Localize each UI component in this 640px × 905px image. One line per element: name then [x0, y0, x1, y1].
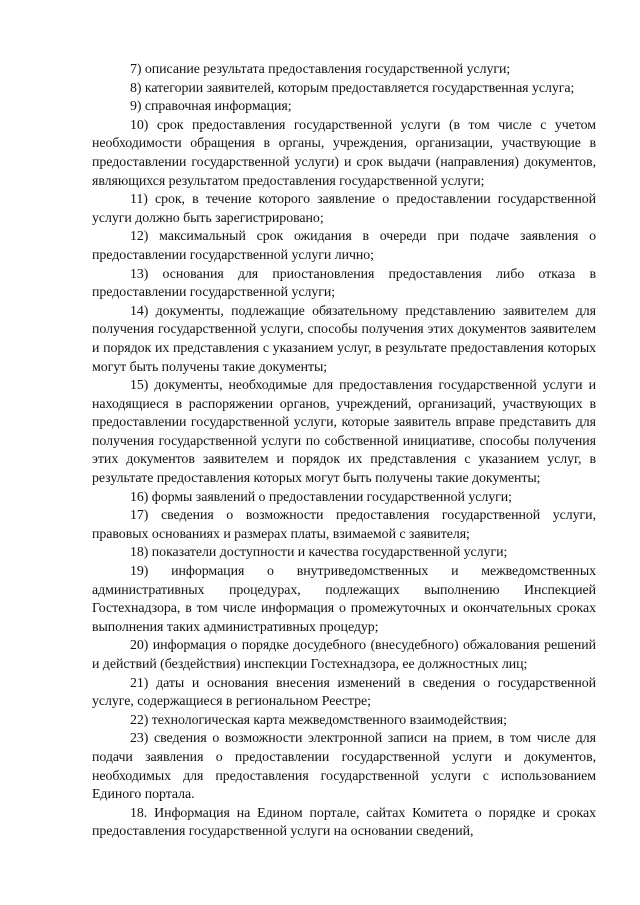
paragraph-item-14: 14) документы, подлежащие обязательному представлению заявителем для получения государственной услуги, способы получения этих документов заявителем и порядок их представления с указанием услуг, в результате предоставления которых могут быть получены такие документы;	[92, 303, 596, 375]
paragraph-item-19: 19) информация о внутриведомственных и межведомственных административных процедурах, подлежащих выполнению Инспекцией Гостехнадзора, в том числе информация о промежуточных и окончательных сроках выполнения таких административных процедур;	[92, 564, 596, 635]
paragraph-item-10: 10) срок предоставления государственной услуги (в том числе с учетом необходимости обращения в органы, учреждения, организации, участвующие в предоставлении государственной услуги) и срок выдачи (направления) документов, являющихся результатом предоставления государственной услуги;	[92, 117, 596, 189]
paragraph-section-18: 18. Информация на Едином портале, сайтах Комитета о порядке и сроках предоставления государственной услуги на основании сведений,	[92, 805, 596, 840]
paragraph-item-18: 18) показатели доступности и качества государственной услуги;	[130, 545, 508, 561]
paragraph-item-15: 15) документы, необходимые для предоставления государственной услуги и находящиеся в распоряжении органов, учреждений, организаций, участвующих в предоставлении государственной услуги, которые заявитель вправе представить для получения государственной услуги по собственной инициативе, способы получения этих документов заявителем и порядок их представления с указанием услуг, в результате предоставления которых могут быть получены такие документы;	[92, 378, 596, 487]
paragraph-item-23: 23) сведения о возможности электронной записи на прием, в том числе для подачи заявления о предоставлении государственной услуги и документов, необходимых для предоставления государственной услуги с использованием Единого портала.	[92, 731, 596, 803]
paragraph-item-11: 11) срок, в течение которого заявление о предоставлении государственной услуги должно быть зарегистрировано;	[92, 192, 596, 226]
paragraph-item-7: 7) описание результата предоставления государственной услуги;	[130, 62, 511, 77]
paragraph-item-12: 12) максимальный срок ожидания в очереди при подаче заявления о предоставлении государственной услуги лично;	[92, 229, 596, 263]
paragraph-item-20: 20) информация о порядке досудебного (внесудебного) обжалования решений и действий (бездействия) инспекции Гостехнадзора, ее должностных лиц;	[92, 638, 596, 672]
document-body	[92, 61, 596, 842]
paragraph-item-17: 17) сведения о возможности предоставления государственной услуги, правовых основаниях и размерах платы, взимаемой с заявителя;	[92, 508, 596, 542]
paragraph-item-9: 9) справочная информация;	[130, 99, 292, 115]
paragraph-item-16: 16) формы заявлений о предоставлении государственной услуги;	[130, 489, 512, 505]
paragraph-item-22: 22) технологическая карта межведомственного взаимодействия;	[130, 712, 507, 728]
paragraph-item-8: 8) категории заявителей, которым предоставляется государственная услуга;	[130, 80, 575, 96]
paragraph-item-13: 13) основания для приостановления предоставления либо отказа в предоставлении государственной услуги;	[92, 266, 596, 301]
paragraph-item-21: 21) даты и основания внесения изменений в сведения о государственной услуге, содержащиеся в региональном Реестре;	[92, 675, 596, 710]
